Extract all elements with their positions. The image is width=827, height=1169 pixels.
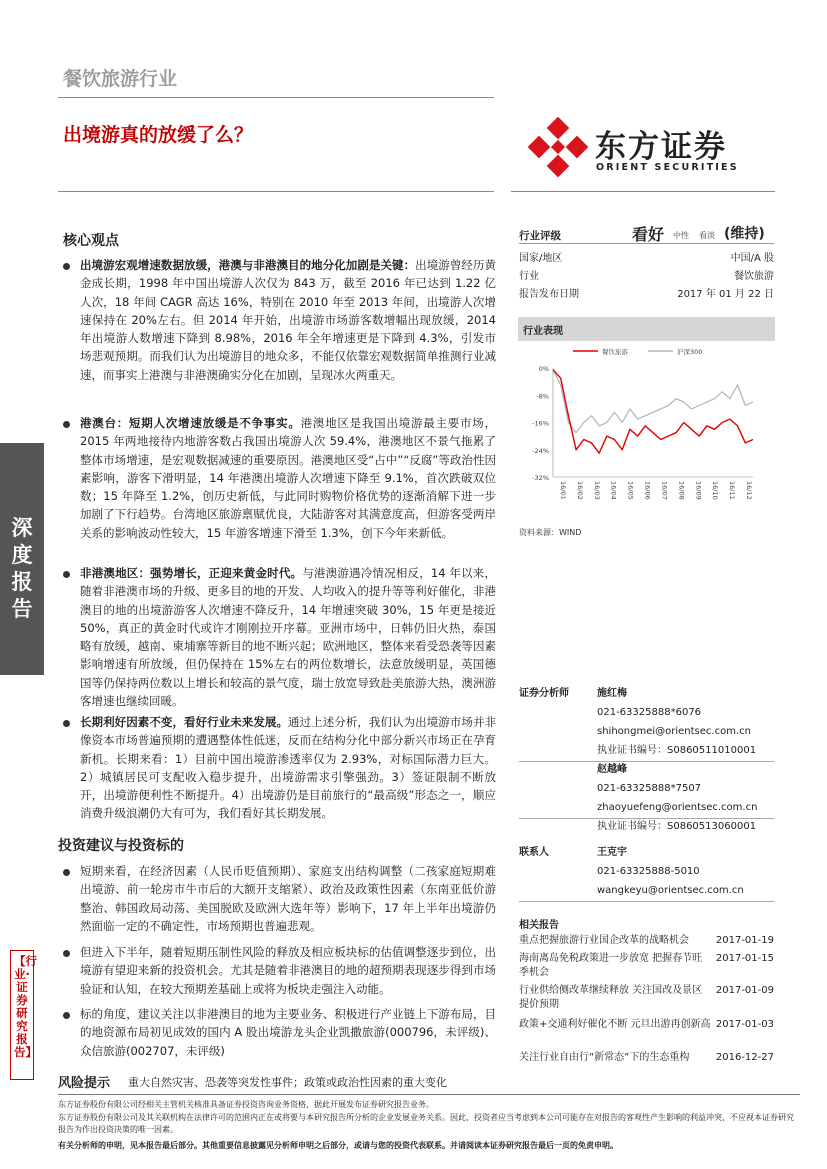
x-tick-label: 16/06 bbox=[643, 481, 652, 500]
y-tick-label: 0% bbox=[538, 365, 549, 373]
footer-rule bbox=[58, 1094, 800, 1095]
rating-label: 行业评级 bbox=[519, 230, 561, 242]
report-type-label: 深度报告 bbox=[11, 516, 33, 621]
header-rule bbox=[58, 97, 494, 98]
logo-rule bbox=[511, 191, 775, 192]
series-line-index bbox=[553, 370, 753, 433]
footer-disclaimer-2: 东方证券股份有限公司及其关联机构在法律许可的范围内正在或将要与本研究报告所分析的企业发展业务关系。因此，投资者应当考虑到本公司可能存在对报告的客观性产生影响的利益冲突，不应视本证券研究报告为作出投资决策的唯一因素。 bbox=[58, 1113, 794, 1134]
x-tick-label: 16/12 bbox=[745, 481, 753, 500]
y-tick-label: -8% bbox=[536, 392, 549, 401]
legend-label: 沪深300 bbox=[677, 348, 703, 356]
legend-label: 餐饮旅游 bbox=[602, 348, 628, 356]
report-category-label: 【行业·证券研究报告】 bbox=[14, 954, 37, 1059]
company-logo bbox=[527, 117, 777, 179]
core-view-paragraph: 港澳台：短期人次增速放缓是不争事实。港澳地区是我国出境游最主要市场，2015 年两地接待内地游客数占我国出境游人次 59.4%，港澳地区不景气拖累了整体市场增速，是宏观数据减速的重要原因。港澳地区受“占中”“反腐”等政治性因素影响，游客下滑明显，14 年港澳出境游人次增速下降至 9.1%，首次跌破双位数；15 年降至 1.2%，创历史新低，与此同时购物价格优势的逐渐消解下进一步加剧了下行趋势。台湾地区旅游禀赋优良，大陆游客对其满意度高，但游客受两岸关系的影响波动性较大，15 年游客增速下滑至 1.3%，创下今年来新低。 bbox=[80, 416, 497, 540]
y-tick-label: -32% bbox=[532, 474, 549, 482]
chart-panel-title: 行业表现 bbox=[523, 326, 563, 337]
x-tick-label: 16/08 bbox=[677, 481, 686, 500]
risk-label: 风险提示 bbox=[58, 1076, 111, 1091]
contact-info: 王克宇 021-63325888-5010 wangkeyu@orientsec.com.cn bbox=[597, 843, 744, 900]
invest-paragraph: 短期来看，在经济因素（人民币贬值预期）、家庭支出结构调整（二孩家庭短期难出境游、前一轮房市牛市后的大额开支缩紧）、政治及政策性因素（东南亚低价游整治、韩国政局动荡、美国脱欧及欧洲大选年等）影响下，17 年上半年出境游仍然面临一定的不确定性，市场预期也普遍悲观。 bbox=[80, 864, 496, 933]
logo-text-cn: 东方证券 bbox=[595, 129, 727, 165]
invest-paragraph: 但进入下半年，随着短期压制性风险的释放及相应板块标的估值调整逐步到位，出境游有望迎来新的投资机会。尤其是随着非港澳目的地的超预期表现逐步得到市场验证和认知，在较大预期差基础上或将为板块走强注入动能。 bbox=[80, 945, 496, 996]
core-view-heading: 核心观点 bbox=[63, 233, 119, 249]
x-tick-label: 16/03 bbox=[592, 481, 601, 500]
chart-panel-header bbox=[518, 317, 775, 341]
core-view-paragraph: 出境游宏观增速数据放缓，港澳与非港澳目的地分化加剧是关键：出境游曾经历黄金成长期，1998 年中国出境游人次仅为 843 万，截至 2016 年已达到 1.22 亿人次，18 年间 CAGR 高达 16%，特别在 2010 年至 2013 年间，出境游人次增速保持在 20%左右。但 2014 年开始，出境游市场游客数增幅出现放缓，2014 年出境游人数增速下降到 8.98%，2016 年全年增速更是下降到 4.3%，引发市场悲观预期。而我们认为出境游目的地众多，不能仅依靠宏观数据简单推测行业减速，而事实上港澳与非港澳确实分化在加剧，呈现冰火两重天。 bbox=[80, 258, 496, 382]
x-tick-label: 16/09 bbox=[694, 481, 703, 500]
contact-email[interactable]: wangkeyu@orientsec.com.cn bbox=[597, 885, 744, 896]
bullet-icon bbox=[63, 421, 71, 429]
rating-value: 看好 bbox=[632, 225, 665, 244]
core-view-paragraph: 长期利好因素不变，看好行业未来发展。通过上述分析，我们认为出境游市场并非像资本市场普遍预期的遭遇整体性低迷，反而在结构分化中部分新兴市场正在孕育新机。长期来看：1）目前中国出境游渗透率仅为 2.93%，对标国际潜力巨大。2）城镇居民可支配收入稳步提升，出境游需求引擎强劲。3）签证限制不断放开，出境游便利性不断提升。4）出境游仍是目前旅行的“最高级”形态之一，顺应消费升级浪潮仍大有可为，我们看好其长期发展。 bbox=[80, 715, 497, 821]
footer-disclaimer-3: 有关分析师的申明，见本报告最后部分。其他重要信息披露见分析师申明之后部分，或请与您的投资代表联系。并请阅读本证券研究报告最后一页的免责申明。 bbox=[58, 1141, 618, 1150]
analyst-info: 施红梅 021-63325888*6076 shihongmei@orientsec.com.cn 执业证书编号：S0860511010001 赵越峰 021-63325888*7507 zhaoyuefeng@orientsec.com.cn 执业证书编号：S0860513060001 bbox=[597, 688, 758, 832]
performance-chart bbox=[518, 341, 775, 519]
analyst-separator bbox=[519, 818, 774, 819]
core-view-paragraph: 非港澳地区：强势增长，正迎来黄金时代。与港澳游遇冷情况相反，14 年以来，随着非港澳市场的升级、更多目的地的开发、人均收入的提升等等利好催化，非港澳目的地的出境游游客人次增速不降反升，14 年增速突破 30%，15 年更是接近 50%，真正的黄金时代或许才刚刚拉开序幕。亚洲市场中，日韩仍旧火热，泰国略有放缓，越南、柬埔寨等新目的地不断兴起；欧洲地区，整体来看受恐袭等因素影响增速有所放缓，但仍保持在 15%左右的两位数增长，法意放缓明显，英国德国等仍保持两位数以上增长和较高的景气度，瑞士放宽导致赴美旅游大热，澳洲游客增速也继续回暖。 bbox=[80, 566, 496, 709]
report-category-tab bbox=[10, 950, 37, 1080]
x-tick-label: 16/04 bbox=[609, 481, 618, 500]
bullet-icon bbox=[63, 869, 71, 877]
risk-text: 重大自然灾害、恐袭等突发性事件；政策或政治性因素的重大变化 bbox=[128, 1076, 447, 1089]
rating-option: 中性 bbox=[673, 231, 689, 240]
bullet-icon bbox=[63, 263, 71, 271]
contact-label: 联系人 bbox=[519, 847, 549, 858]
footer-disclaimer-1: 东方证券股份有限公司经相关主管机关核准具备证券投资咨询业务资格，据此开展发布证券研究报告业务。 bbox=[58, 1100, 434, 1109]
rating-status: (维持) bbox=[724, 226, 765, 242]
bullet-icon bbox=[63, 950, 71, 958]
x-tick-label: 16/05 bbox=[626, 481, 635, 500]
analyst-label: 证券分析师 bbox=[519, 688, 569, 699]
bullet-icon bbox=[63, 571, 71, 579]
contact-separator bbox=[519, 901, 774, 902]
y-tick-label: -24% bbox=[532, 446, 549, 455]
industry-name: 餐饮旅游行业 bbox=[63, 68, 178, 90]
analyst-email[interactable]: shihongmei@orientsec.com.cn bbox=[597, 726, 751, 737]
rating-rule bbox=[519, 243, 774, 244]
x-tick-label: 16/10 bbox=[711, 481, 720, 500]
invest-heading: 投资建议与投资标的 bbox=[58, 838, 184, 854]
rating-option: 看淡 bbox=[699, 231, 715, 240]
y-tick-label: -16% bbox=[532, 419, 549, 428]
bullet-icon bbox=[63, 1012, 71, 1020]
series-line-industry bbox=[553, 370, 753, 454]
related-heading: 相关报告 bbox=[519, 920, 559, 931]
analyst-separator bbox=[519, 761, 774, 762]
analyst-email[interactable]: zhaoyuefeng@orientsec.com.cn bbox=[597, 802, 758, 813]
logo-mark-icon bbox=[527, 117, 589, 179]
title-rule bbox=[58, 191, 494, 192]
chart-source: 资料来源：WIND bbox=[519, 528, 582, 537]
invest-paragraph: 标的角度，建议关注以非港澳目的地为主要业务、积极进行产业链上下游布局，目的地资源布局初见成效的国内 A 股出境游龙头企业凯撒旅游(000796，未评级)、众信旅游(002707，未评级) bbox=[80, 1007, 496, 1058]
x-tick-label: 16/01 bbox=[559, 481, 567, 500]
x-tick-label: 16/02 bbox=[575, 481, 584, 500]
x-tick-label: 16/11 bbox=[728, 481, 737, 500]
bullet-icon bbox=[63, 720, 71, 728]
report-title: 出境游真的放缓了么？ bbox=[63, 124, 254, 146]
logo-text-en: ORIENT SECURITIES bbox=[596, 162, 739, 173]
x-tick-label: 16/07 bbox=[660, 481, 669, 500]
report-type-tab bbox=[0, 443, 44, 675]
